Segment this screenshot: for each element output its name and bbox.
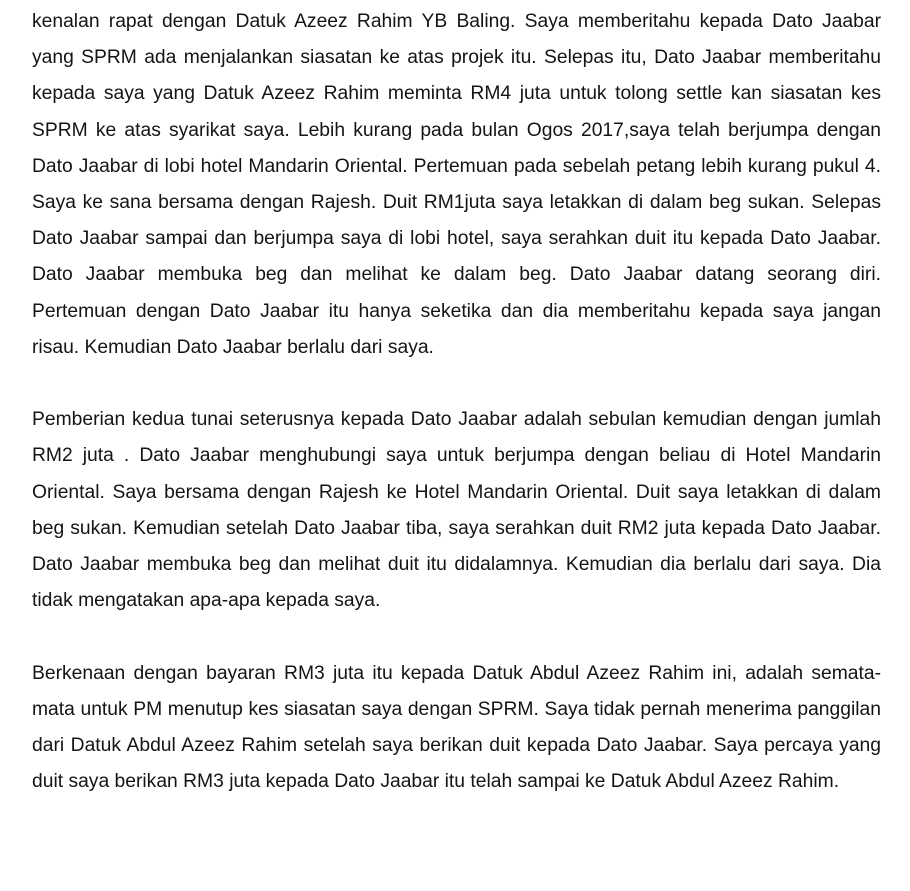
paragraph-3: Berkenaan dengan bayaran RM3 juta itu kepada Datuk Abdul Azeez Rahim ini, adalah semata-mata untuk PM menutup kes siasatan saya dengan SPRM. Saya tidak pernah menerima panggilan dari Datuk Abdul Azeez Rahim setelah saya berikan duit kepada Dato Jaabar. Saya percaya yang duit saya berikan RM3 juta kepada Dato Jaabar itu telah sampai ke Datuk Abdul Azeez Rahim. bbox=[32, 662, 881, 793]
paragraph-2: Pemberian kedua tunai seterusnya kepada Dato Jaabar adalah sebulan kemudian dengan jumlah RM2 juta . Dato Jaabar menghubungi saya untuk berjumpa dengan beliau di Hotel Mandarin Oriental. Saya bersama dengan Rajesh ke Hotel Mandarin Oriental. Duit saya letakkan di dalam beg sukan. Kemudian setelah Dato Jaabar tiba, saya serahkan duit RM2 juta kepada Dato Jaabar. Dato Jaabar membuka beg dan melihat duit itu didalamnya. Kemudian dia berlalu dari saya. Dia tidak mengatakan apa-apa kepada saya. bbox=[32, 409, 881, 612]
document-body bbox=[32, 4, 881, 800]
paragraph-1: kenalan rapat dengan Datuk Azeez Rahim YB Baling. Saya memberitahu kepada Dato Jaabar yang SPRM ada menjalankan siasatan ke atas projek itu. Selepas itu, Dato Jaabar memberitahu kepada saya yang Datuk Azeez Rahim meminta RM4 juta untuk tolong settle kan siasatan kes SPRM ke atas syarikat saya. Lebih kurang pada bulan Ogos 2017,saya telah berjumpa dengan Dato Jaabar di lobi hotel Mandarin Oriental. Pertemuan pada sebelah petang lebih kurang pukul 4. Saya ke sana bersama dengan Rajesh. Duit RM1juta saya letakkan di dalam beg sukan. Selepas Dato Jaabar sampai dan berjumpa saya di lobi hotel, saya serahkan duit itu kepada Dato Jaabar. Dato Jaabar membuka beg dan melihat ke dalam beg. Dato Jaabar datang seorang diri. Pertemuan dengan Dato Jaabar itu hanya seketika dan dia memberitahu kepada saya jangan risau. Kemudian Dato Jaabar berlalu dari saya. bbox=[32, 11, 881, 358]
